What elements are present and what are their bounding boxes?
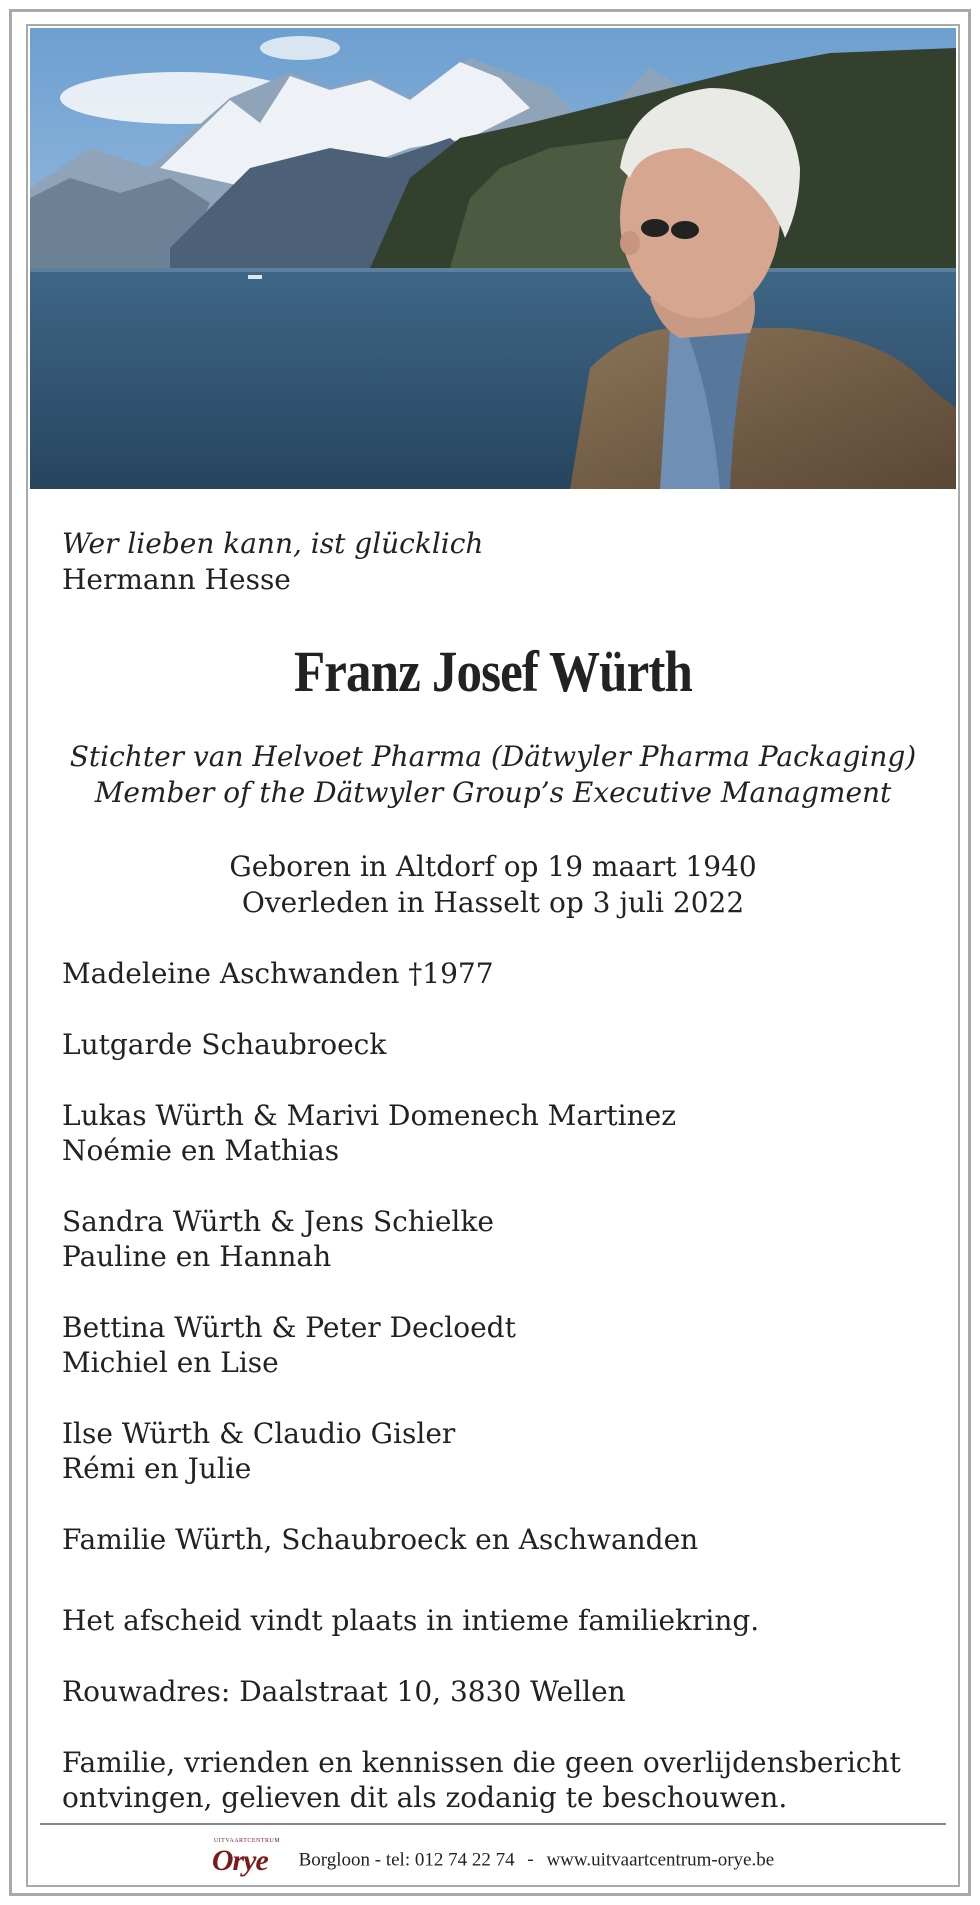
deceased-name: Franz Josef Würth [293, 639, 693, 704]
farewell-notice: Het afscheid vindt plaats in intieme familiekring. [62, 1604, 760, 1637]
logo-subtext: UITVAARTCENTRUM [213, 1838, 281, 1844]
family-children: Michiel en Lise [62, 1346, 279, 1379]
family-line: Bettina Würth & Peter Decloedt [62, 1311, 516, 1344]
footer-divider [40, 1823, 946, 1825]
portrait-photo [30, 28, 956, 489]
family-children: Pauline en Hannah [62, 1240, 332, 1273]
closing-notice-1: Familie, vrienden en kennissen die geen overlijdensbericht [62, 1746, 901, 1779]
logo-wordmark: Orye [211, 1844, 268, 1877]
role-line-1: Stichter van Helvoet Pharma (Dätwyler Pharma Packaging) [69, 740, 917, 773]
obituary-card [26, 24, 960, 1887]
footer [28, 1838, 958, 1878]
family-line: Sandra Würth & Jens Schielke [62, 1205, 494, 1238]
mourning-address: Rouwadres: Daalstraat 10, 3830 Wellen [62, 1675, 626, 1708]
footer-separator: - [527, 1849, 534, 1871]
family-children: Noémie en Mathias [62, 1134, 340, 1167]
footer-contact: Borgloon - tel: 012 74 22 74 [298, 1849, 515, 1871]
closing-notice-2: ontvingen, gelieven dit als zodanig te beschouwen. [62, 1781, 788, 1814]
quote-author: Hermann Hesse [62, 563, 291, 596]
family-line: Ilse Würth & Claudio Gisler [62, 1417, 456, 1450]
quote-text: Wer lieben kann, ist glücklich [62, 527, 484, 560]
family-line: Lutgarde Schaubroeck [62, 1028, 387, 1061]
family-line: Familie Würth, Schaubroeck en Aschwanden [62, 1523, 699, 1556]
family-line: Madeleine Aschwanden †1977 [62, 957, 494, 990]
birth-info: Geboren in Altdorf op 19 maart 1940 [229, 850, 757, 883]
funeral-home-logo [211, 1838, 281, 1878]
family-line: Lukas Würth & Marivi Domenech Martinez [62, 1099, 676, 1132]
death-info: Overleden in Hasselt op 3 juli 2022 [241, 886, 745, 919]
family-children: Rémi en Julie [62, 1452, 252, 1485]
footer-website[interactable]: www.uitvaartcentrum-orye.be [546, 1849, 775, 1871]
role-line-2: Member of the Dätwyler Group’s Executive Managment [94, 776, 892, 809]
outer-border [9, 9, 971, 1896]
